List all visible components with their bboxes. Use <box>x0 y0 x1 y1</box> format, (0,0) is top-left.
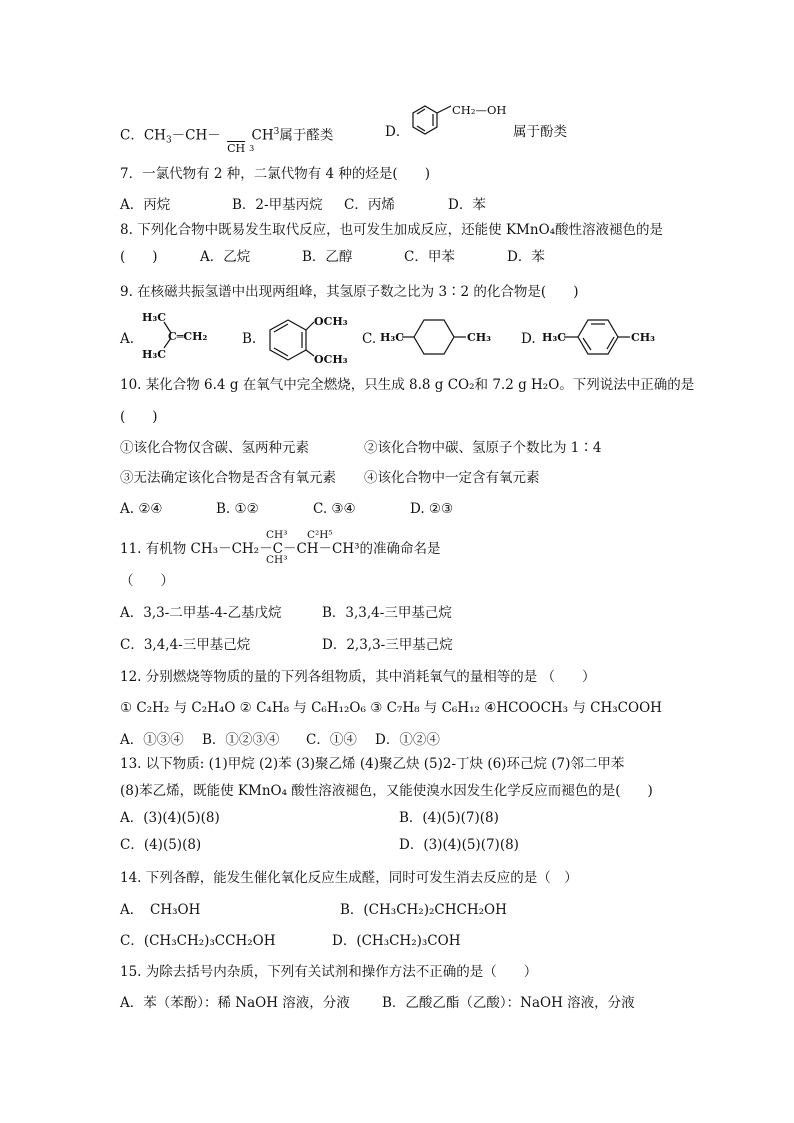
q12-option-b: B．①②③④ <box>202 732 280 748</box>
q6-option-d-suffix: 属于酚类 <box>513 124 567 140</box>
q10-statement-2: ②该化合物中碳、氢原子个数比为 1∶4 <box>364 440 602 456</box>
svg-text:C═CH₂: C═CH₂ <box>168 330 208 343</box>
q9-stem: 9. 在核磁共振氢谱中出现两组峰，其氢原子数之比为 3∶2 的化合物是( ) <box>120 284 579 300</box>
q12-stem: 12. 分别燃烧等物质的量的下列各组物质，其中消耗氧气的量相等的是 （ ） <box>120 669 596 685</box>
q9-label-d: D. <box>521 331 536 347</box>
q6-option-d-label: D． <box>385 124 410 140</box>
q7-stem: 7．一氯代物有 2 种，二氯代物有 4 种的烃是( ) <box>120 166 430 182</box>
q10-option-b: B. ①② <box>216 501 259 517</box>
q11-stem: 11. 有机物 CH₃－CH₂－C－CH－CH³的准确命名是 <box>120 541 441 557</box>
svg-text:CH₃: CH₃ <box>631 331 655 344</box>
q13-stem-cont: (8)苯乙烯，既能使 KMnO₄ 酸性溶液褪色，又能使溴水因发生化学反应而褪色的是( ) <box>120 783 653 799</box>
q6-option-c: C．$CH_3-CH-$ $\overline{CH}$ 3 $CH^3$属于醛类 <box>120 123 333 145</box>
q10-statement-4: ④该化合物中一定含有氧元素 <box>364 470 540 486</box>
q7-option-b: B．2-甲基丙烷 <box>232 197 323 213</box>
q11-option-d: D．2,3,3-三甲基己烷 <box>322 637 453 653</box>
q12-option-c: C．①④ <box>306 732 357 748</box>
dimethylcyclohexane-structure <box>376 312 496 360</box>
q10-paren: ( ) <box>120 409 158 425</box>
q8-option-b: B．乙醇 <box>302 249 353 265</box>
svg-text:OCH₃: OCH₃ <box>314 315 348 328</box>
q10-option-c: C. ③④ <box>313 501 356 517</box>
q11-paren: （ ） <box>120 573 174 589</box>
svg-text:H₃C: H₃C <box>542 331 566 344</box>
q10-statement-1: ①该化合物仅含碳、氢两种元素 <box>120 440 309 456</box>
svg-text:OCH₃: OCH₃ <box>314 353 348 366</box>
q15-option-b: B．乙酸乙酯（乙酸）：NaOH 溶液，分液 <box>382 995 635 1011</box>
q11-option-a: A．3,3-二甲基-4-乙基戊烷 <box>120 605 282 621</box>
svg-text:H₃C: H₃C <box>380 331 404 344</box>
q7-option-d: D．苯 <box>448 197 486 213</box>
q8-option-c: C．甲苯 <box>404 249 455 265</box>
isobutylene-structure <box>138 308 218 362</box>
q6-branch: $\overline{CH}$ <box>227 141 246 155</box>
q10-statement-3: ③无法确定该化合物是否含有氧元素 <box>120 470 336 486</box>
q13-option-d: D．(3)(4)(5)(7)(8) <box>399 837 519 853</box>
q13-option-a: A．(3)(4)(5)(8) <box>120 810 220 826</box>
svg-text:H₃C: H₃C <box>142 311 166 324</box>
q8-stem: 8. 下列化合物中既易发生取代反应，也可发生加成反应，还能使 KMnO₄酸性溶液褪色的是 <box>120 222 664 238</box>
q12-items: ① C₂H₂ 与 C₂H₄O ② C₄H₈ 与 C₆H₁₂O₆ ③ C₇H₈ 与 C₆H₁₂ ④HCOOCH₃ 与 CH₃COOH <box>120 700 662 716</box>
q8-option-a: A．乙烷 <box>200 249 251 265</box>
q12-option-a: A．①③④ <box>120 732 184 748</box>
q7-option-a: A．丙烷 <box>120 197 171 213</box>
q13-option-c: C．(4)(5)(8) <box>120 837 202 853</box>
q14-option-c: C．(CH₃CH₂)₃CCH₂OH <box>120 933 276 949</box>
q15-option-a: A．苯（苯酚）：稀 NaOH 溶液，分液 <box>120 995 350 1011</box>
q10-option-d: D. ②③ <box>410 501 454 517</box>
q10-option-a: A. ②④ <box>120 501 163 517</box>
q14-stem: 14. 下列各醇，能发生催化氧化反应生成醛，同时可发生消去反应的是（ ） <box>120 870 578 886</box>
q8-paren: ( ) <box>120 249 158 265</box>
q13-stem: 13. 以下物质: (1)甲烷 (2)苯 (3)聚乙烯 (4)聚乙炔 (5)2-丁炔 (6)环己烷 (7)邻二甲苯 <box>120 756 625 772</box>
q11-top-branch-1: CH³ <box>266 529 288 541</box>
p-xylene-structure <box>538 312 663 360</box>
q13-option-b: B．(4)(5)(7)(8) <box>399 810 499 826</box>
q15-stem: 15. 为除去括号内杂质，下列有关试剂和操作方法不正确的是（ ） <box>120 964 538 980</box>
q11-bottom-branch: CH³ <box>266 554 288 566</box>
q14-option-b: B．(CH₃CH₂)₂CHCH₂OH <box>340 902 507 918</box>
svg-text:CH₃: CH₃ <box>467 331 491 344</box>
q9-label-c: C. <box>362 331 377 347</box>
q14-option-d: D．(CH₃CH₂)₃COH <box>332 933 461 949</box>
q9-label-a: A. <box>120 331 135 347</box>
dimethoxybenzene-structure <box>258 308 353 368</box>
q14-option-a: A． CH₃OH <box>120 902 201 918</box>
svg-text:H₃C: H₃C <box>142 348 166 361</box>
q7-option-c: C．丙烯 <box>344 197 395 213</box>
q8-option-d: D．苯 <box>507 249 545 265</box>
q10-stem: 10. 某化合物 6.4 g 在氧气中完全燃烧，只生成 8.8 g CO₂和 7.2 g H₂O。下列说法中正确的是 <box>120 377 695 393</box>
q9-label-b: B. <box>242 331 257 347</box>
q11-option-b: B．3,3,4-三甲基己烷 <box>322 605 452 621</box>
benzyl-alcohol-structure <box>405 100 515 145</box>
benzyl-alcohol-label: CH₂—OH <box>452 103 507 117</box>
q11-option-c: C．3,4,4-三甲基己烷 <box>120 637 251 653</box>
q12-option-d: D．①②④ <box>375 732 440 748</box>
q11-top-branch-2: C²H⁵ <box>307 529 333 541</box>
